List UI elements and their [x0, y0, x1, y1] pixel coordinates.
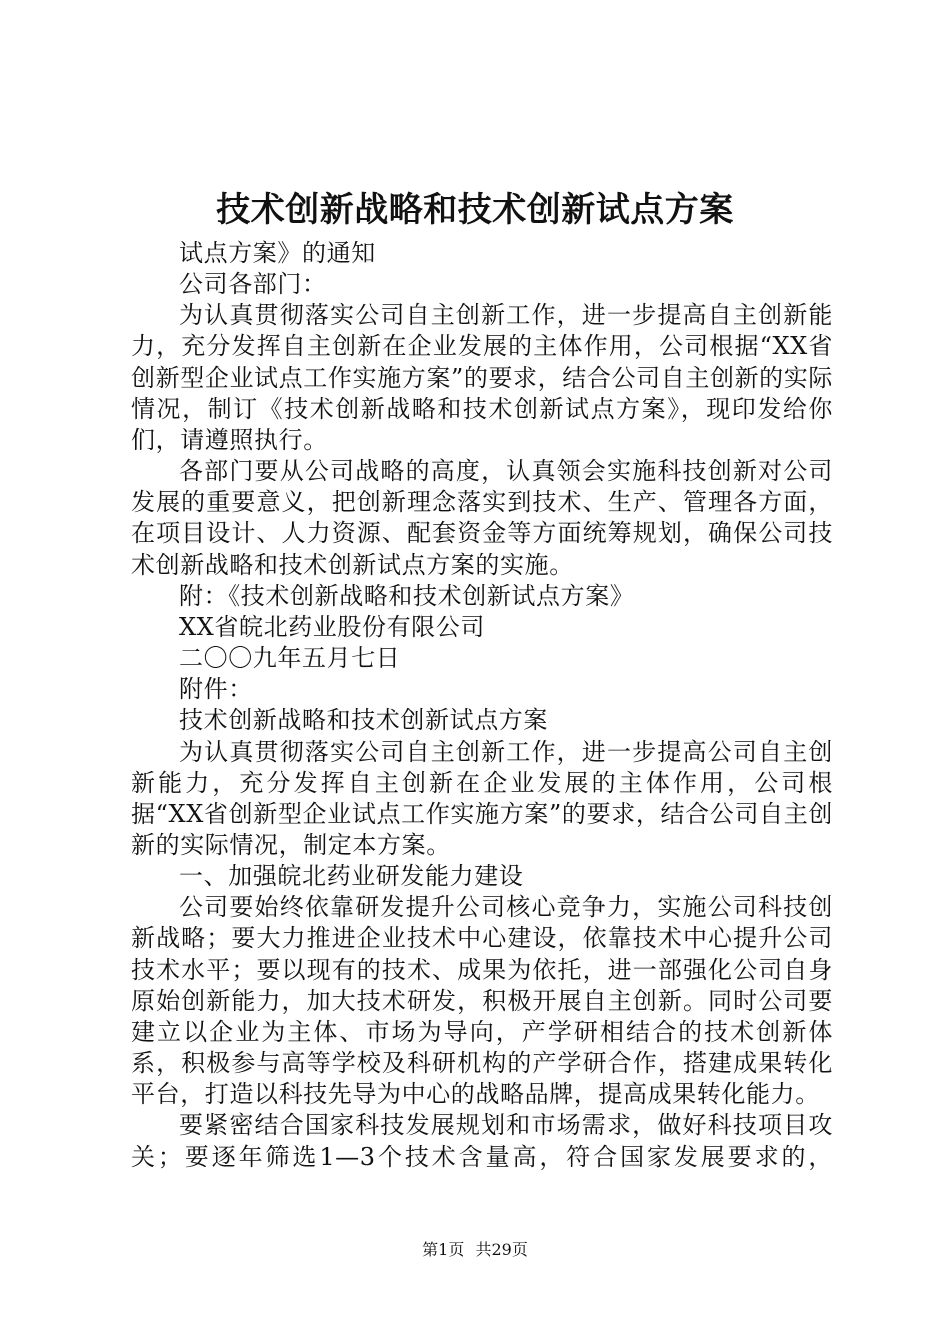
body-paragraph: 公司要始终依靠研发提升公司核心竞争力，实施公司科技创新战略；要大力推进企业技术中心建设，依靠技术中心提升公司技术水平；要以现有的技术、成果为依托，进一部强化公司自身原始创新能力，加大技术研发，积极开展自主创新。同时公司要建立以企业为主体、市场为导向，产学研相结合的技术创新体系，积极参与高等学校及科研机构的产学研合作，搭建成果转化平台，打造以科技先导为中心的战略品牌，提高成果转化能力。 — [131, 893, 833, 1109]
body-paragraph: 为认真贯彻落实公司自主创新工作，进一步提高公司自主创新能力，充分发挥自主创新在企业发展的主体作用，公司根据“XX省创新型企业试点工作实施方案”的要求，结合公司自主创新的实际情况，制定本方案。 — [131, 737, 833, 859]
page-number: 第1页 — [422, 1240, 465, 1259]
document-body — [131, 238, 833, 1173]
attachment-label: 附件： — [179, 675, 253, 704]
body-paragraph: 各部门要从公司战略的高度，认真领会实施科技创新对公司发展的重要意义，把创新理念落实到技术、生产、管理各方面，在项目设计、人力资源、配套资金等方面统筹规划，确保公司技术创新战略和技术创新试点方案的实施。 — [131, 457, 833, 579]
salutation: 公司各部门： — [179, 270, 327, 299]
document-title: 技术创新战略和技术创新试点方案 — [216, 190, 734, 230]
attachment-note: 附：《技术创新战略和技术创新试点方案》 — [179, 581, 635, 610]
section-heading: 一、加强皖北药业研发能力建设 — [179, 862, 524, 891]
body-paragraph: 要紧密结合国家科技发展规划和市场需求，做好科技项目攻关；要逐年筛选1—3个技术含量高，符合国家发展要求的， — [131, 1111, 833, 1171]
attachment-title: 技术创新战略和技术创新试点方案 — [179, 706, 548, 735]
page-total: 共29页 — [475, 1240, 528, 1259]
body-line: 试点方案》的通知 — [179, 239, 376, 267]
document-date: 二〇〇九年五月七日 — [179, 644, 401, 673]
page-footer — [0, 1239, 950, 1261]
company-signature: XX省皖北药业股份有限公司 — [179, 612, 485, 641]
body-paragraph: 为认真贯彻落实公司自主创新工作，进一步提高自主创新能力，充分发挥自主创新在企业发展的主体作用，公司根据“XX省创新型企业试点工作实施方案”的要求，结合公司自主创新的实际情况，制订《技术创新战略和技术创新试点方案》，现印发给你们，请遵照执行。 — [131, 301, 833, 454]
